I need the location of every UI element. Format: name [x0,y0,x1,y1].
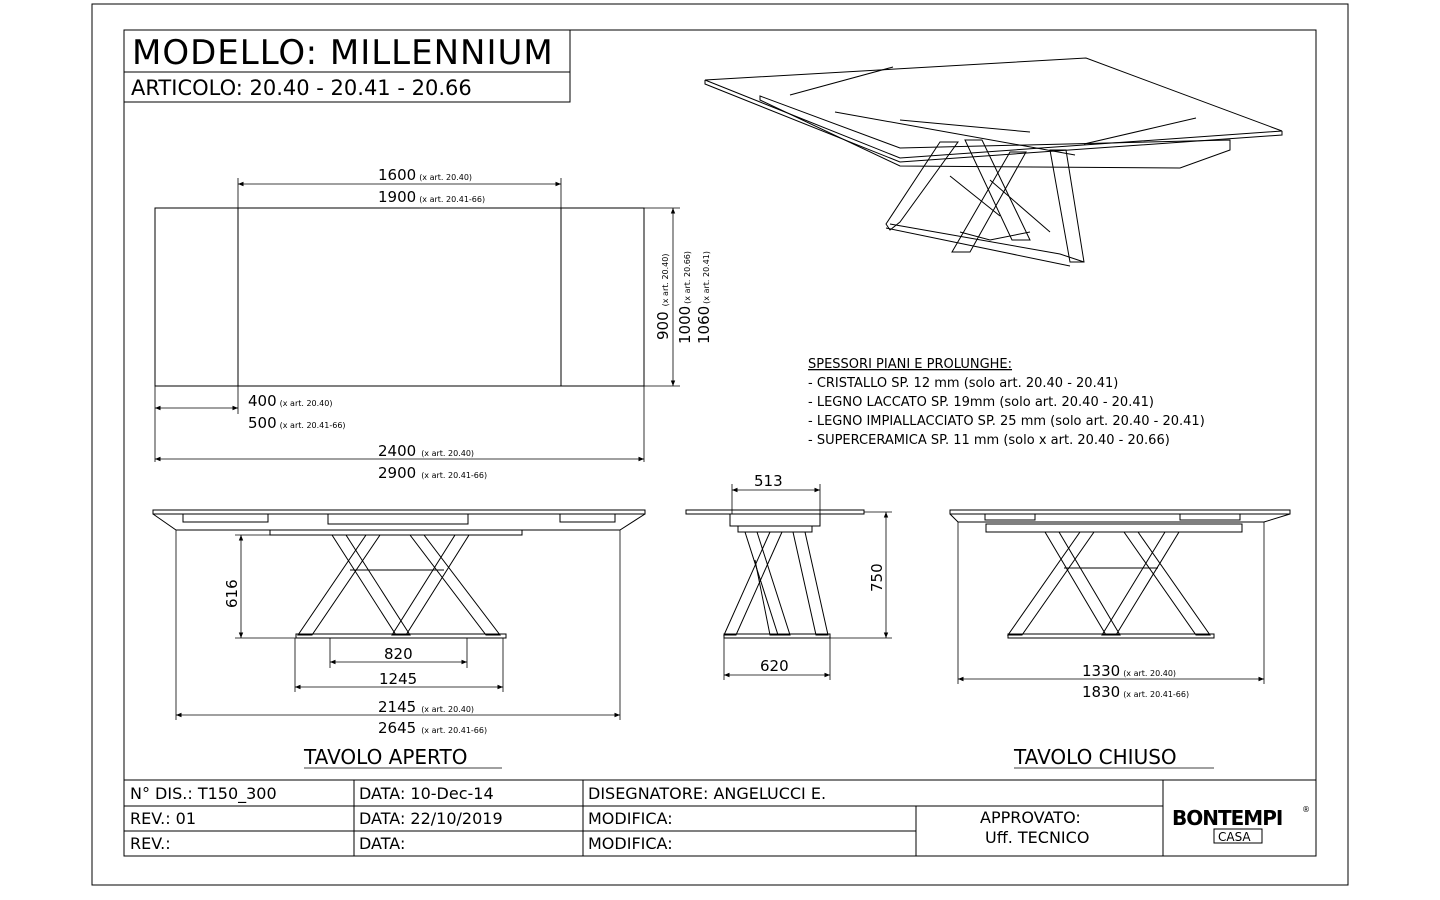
specs-heading: SPESSORI PIANI E PROLUNGHE: [808,357,1013,372]
approved-label: APPROVATO: [980,808,1081,827]
logo-sub: CASA [1218,830,1251,844]
approved-office: Uff. TECNICO [985,828,1090,847]
isometric-view [705,58,1282,266]
dim-2400: 2400 (x art. 20.40) [378,442,475,460]
dim-1060: 1060(x art. 20.41) [695,250,713,344]
dim-900: 900(x art. 20.40) [654,253,672,340]
revision-1: REV.: 01 [130,809,197,828]
side-view [686,472,892,680]
dim-750: 750 [868,563,886,592]
caption-open: TAVOLO APERTO [304,745,468,769]
date-1: DATA: 10-Dec-14 [359,784,494,803]
date-2: DATA: 22/10/2019 [359,809,503,828]
dim-1330: 1330 (x art. 20.40) [1082,662,1177,680]
title-box [124,30,570,102]
date-3: DATA: [359,834,406,853]
spec-line-1: - CRISTALLO SP. 12 mm (solo art. 20.40 - 20.41) [808,376,1119,391]
article-title: ARTICOLO: 20.40 - 20.41 - 20.66 [131,76,472,100]
dim-1600: 1600 (x art. 20.40) [378,166,473,184]
modification-2: MODIFICA: [588,834,673,853]
dim-2900: 2900 (x art. 20.41-66) [378,464,488,482]
dim-1245: 1245 [379,670,418,688]
front-open-view [153,510,645,769]
dim-616: 616 [223,579,241,608]
dim-1900: 1900 (x art. 20.41-66) [378,188,486,206]
dim-400: 400 (x art. 20.40) [248,392,333,410]
spec-line-3: - LEGNO IMPIALLACCIATO SP. 25 mm (solo art. 20.40 - 20.41) [808,414,1205,429]
caption-closed: TAVOLO CHIUSO [1014,745,1177,769]
dim-2645: 2645 (x art. 20.41-66) [378,719,488,737]
modification-1: MODIFICA: [588,809,673,828]
title-block [124,780,1316,856]
front-closed-view [950,510,1290,769]
bontempi-logo [1172,805,1310,844]
dim-500: 500 (x art. 20.41-66) [248,414,346,432]
specs-block [808,357,1205,448]
top-view [155,166,713,482]
spec-line-2: - LEGNO LACCATO SP. 19mm (solo art. 20.40 - 20.41) [808,395,1154,410]
dim-2145: 2145 (x art. 20.40) [378,698,475,716]
logo-main: BONTEMPI [1172,806,1283,830]
revision-2: REV.: [130,834,171,853]
dim-513: 513 [754,472,783,490]
dim-1830: 1830 (x art. 20.41-66) [1082,683,1190,701]
svg-text:®: ® [1302,805,1310,814]
spec-line-4: - SUPERCERAMICA SP. 11 mm (solo x art. 20.40 - 20.66) [808,433,1170,448]
tabletop-outline [155,208,644,386]
dim-620: 620 [760,657,789,675]
model-title: MODELLO: MILLENNIUM [132,33,554,73]
drawing-number: N° DIS.: T150_300 [130,784,277,803]
dim-820: 820 [384,645,413,663]
dim-1000: 1000(x art. 20.66) [676,250,694,344]
designer: DISEGNATORE: ANGELUCCI E. [588,784,827,803]
